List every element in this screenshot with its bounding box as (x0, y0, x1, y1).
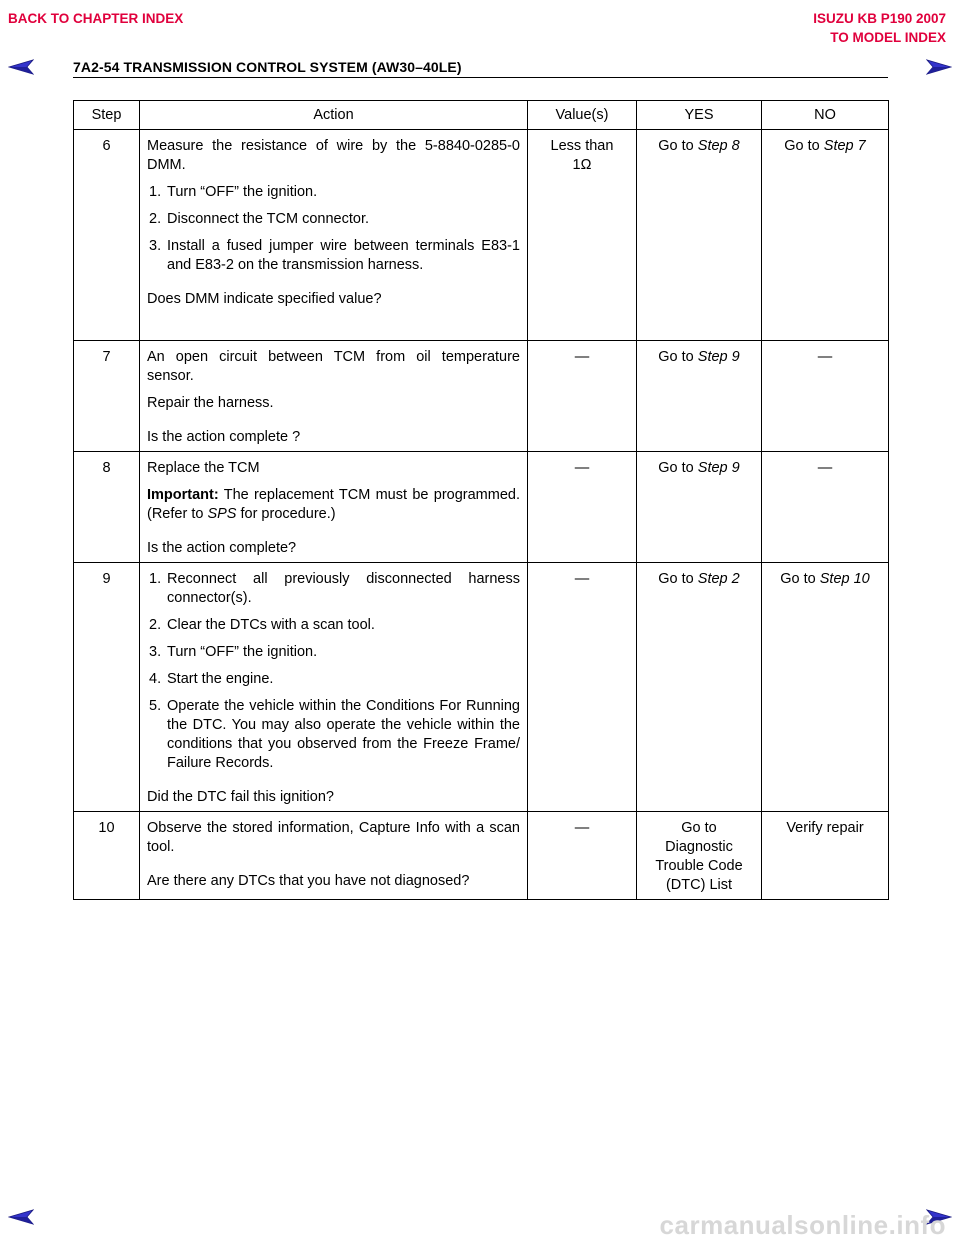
list-item: 1. Reconnect all previously disconnected harness connector(s). (149, 571, 520, 606)
step-number: 6 (74, 130, 140, 341)
diagnostic-steps-table (73, 100, 889, 900)
value-cell: — (528, 563, 637, 812)
previous-page-arrow-icon[interactable] (8, 1209, 34, 1225)
no-cell: Verify repair (762, 812, 889, 900)
table-row-step-8 (74, 452, 889, 563)
action-question: Does DMM indicate specified value? (147, 291, 382, 307)
list-item: 1. Turn “OFF” the ignition. (149, 184, 318, 200)
no-cell: Go to Step 7 (762, 130, 889, 341)
list-item: 5. Operate the vehicle within the Conditions For Running the DTC. You may also operate the vehicle within the conditions that you observed from the Freeze Frame/ Failure Records. (149, 698, 520, 771)
action-intro: Measure the resistance of wire by the 5-8840-0285-0 DMM. (147, 138, 520, 173)
step-number: 9 (74, 563, 140, 812)
action-cell (140, 341, 528, 452)
value-cell: — (528, 452, 637, 563)
action-steps-list (149, 570, 520, 773)
step-number: 10 (74, 812, 140, 900)
no-cell: — (762, 341, 889, 452)
step-reference-link[interactable]: Step 8 (697, 138, 740, 154)
yes-cell: Go to Step 9 (637, 452, 762, 563)
back-to-chapter-index-link[interactable]: BACK TO CHAPTER INDEX (8, 11, 184, 26)
action-cell (140, 563, 528, 812)
list-item: 4. Start the engine. (149, 671, 274, 687)
page-header-title: 7A2-54 TRANSMISSION CONTROL SYSTEM (AW30–40LE) (73, 59, 462, 75)
action-intro: Observe the stored information, Capture Info with a scan tool. (147, 820, 520, 855)
list-item: 3. Install a fused jumper wire between terminals E83-1 and E83-2 on the transmission harness. (149, 238, 520, 273)
yes-cell: Go to Step 2 (637, 563, 762, 812)
column-header-step: Step (74, 101, 140, 130)
sps-reference-link[interactable]: SPS (207, 506, 237, 522)
action-note: Repair the harness. (147, 395, 274, 411)
step-reference-link[interactable]: Step 9 (697, 460, 740, 476)
column-header-no: NO (762, 101, 889, 130)
table-row-step-7 (74, 341, 889, 452)
to-model-index-link[interactable]: TO MODEL INDEX (830, 30, 946, 45)
header-divider (73, 77, 888, 78)
table-row-step-10 (74, 812, 889, 900)
step-reference-link[interactable]: Step 9 (697, 349, 740, 365)
action-question: Is the action complete ? (147, 429, 301, 445)
table-row-step-6 (74, 130, 889, 341)
value-cell: — (528, 341, 637, 452)
step-reference-link[interactable]: Step 7 (823, 138, 866, 154)
step-number: 8 (74, 452, 140, 563)
previous-page-arrow-icon[interactable] (8, 59, 34, 75)
next-page-arrow-icon[interactable] (926, 59, 952, 75)
action-cell (140, 812, 528, 900)
list-item: 3. Turn “OFF” the ignition. (149, 644, 318, 660)
value-cell: — (528, 812, 637, 900)
action-question: Are there any DTCs that you have not diagnosed? (147, 873, 470, 889)
model-title-link[interactable]: ISUZU KB P190 2007 (813, 11, 946, 26)
column-header-values: Value(s) (528, 101, 637, 130)
table-row-step-9 (74, 563, 889, 812)
important-note: Important: The replacement TCM must be programmed. (Refer to SPS for procedure.) (147, 487, 520, 522)
value-cell: Less than 1Ω (528, 130, 637, 341)
yes-cell[interactable]: Go to Diagnostic Trouble Code (DTC) List (637, 812, 762, 900)
action-steps-list (149, 183, 520, 275)
yes-cell: Go to Step 8 (637, 130, 762, 341)
action-cell (140, 130, 528, 341)
column-header-action: Action (140, 101, 528, 130)
column-header-yes: YES (637, 101, 762, 130)
step-reference-link[interactable]: Step 10 (819, 571, 870, 587)
no-cell: — (762, 452, 889, 563)
yes-cell: Go to Step 9 (637, 341, 762, 452)
table-header-row (74, 101, 889, 130)
action-cell (140, 452, 528, 563)
list-item: 2. Clear the DTCs with a scan tool. (149, 617, 375, 633)
step-number: 7 (74, 341, 140, 452)
step-reference-link[interactable]: Step 2 (697, 571, 740, 587)
action-question: Is the action complete? (147, 540, 297, 556)
action-intro: An open circuit between TCM from oil temperature sensor. (147, 349, 520, 384)
list-item: 2. Disconnect the TCM connector. (149, 211, 370, 227)
watermark: carmanualsonline.info (659, 1210, 946, 1240)
action-intro: Replace the TCM (147, 460, 260, 476)
action-question: Did the DTC fail this ignition? (147, 789, 334, 805)
no-cell: Go to Step 10 (762, 563, 889, 812)
